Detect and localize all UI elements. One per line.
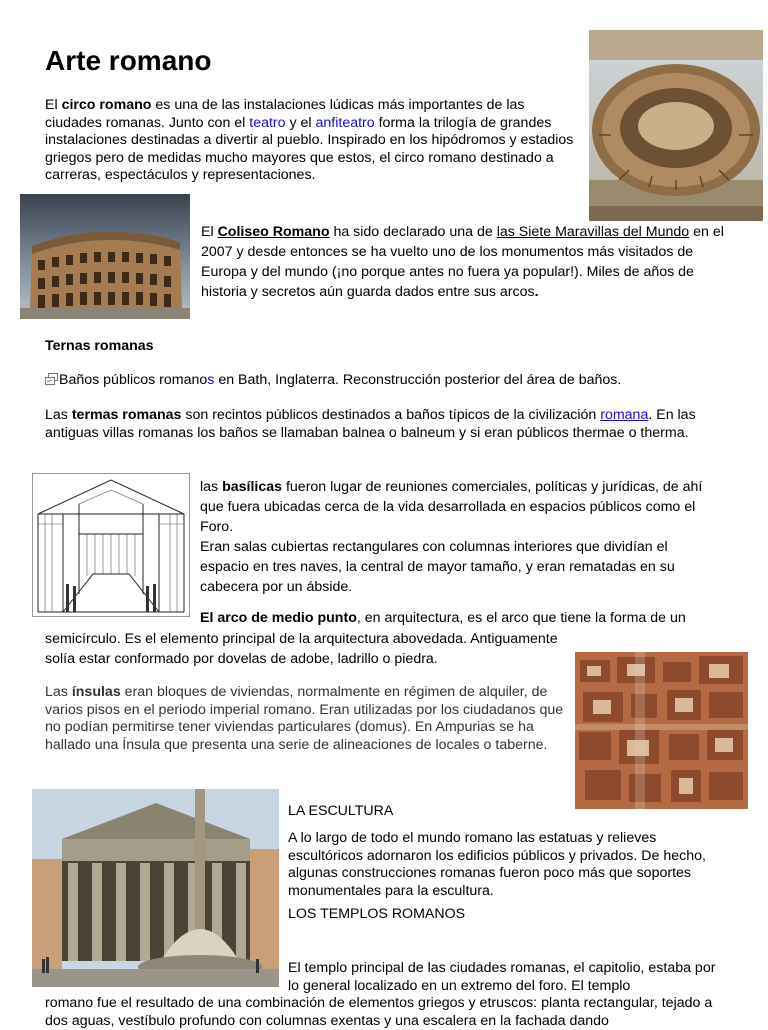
insulas-term: ínsulas (71, 684, 121, 700)
caption-text: Baños públicos romano (59, 372, 208, 388)
basilicas-paragraph (200, 477, 720, 597)
amphitheater-aerial-photo (589, 30, 763, 221)
coliseo-text: en el 2007 y desde entonces se ha vuelto uno de los monumentos más visitados de Europa y del mundo (¡no porque antes no fuera ya popular!). Miles de años de historia y secretos aún guarda dados entre sus arcos (201, 224, 724, 300)
termas-text: . En las antiguas villas romanas los baños se llamaban balnea o balneum y si eran públicos thermae o therma. (45, 407, 696, 441)
basilicas-line (200, 477, 720, 537)
termas-paragraph (45, 407, 725, 442)
anfiteatro-link[interactable]: anfiteatro (315, 114, 375, 131)
coliseo-period: . (534, 284, 539, 300)
circo-term: circo romano (61, 97, 152, 113)
arco-paragraph-line2: semicírculo. Es el elemento principal de la arquitectura abovedada. Antiguamente solía estar conformado por dovelas de adobe, ladrillo o piedra. (45, 631, 558, 667)
circo-text: y el (285, 114, 316, 131)
arco-paragraph-line1 (200, 608, 740, 628)
circo-paragraph (45, 97, 575, 185)
caption-text: en Bath, Inglaterra. Reconstrucción posterior del área de baños. (214, 372, 622, 388)
coliseo-term: Coliseo Romano (217, 224, 330, 240)
basilicas-text: las (200, 479, 223, 495)
insulas-text: Las (45, 684, 72, 700)
romana-link[interactable]: romana (600, 407, 649, 423)
pantheon-photo (32, 789, 279, 987)
coliseo-paragraph (201, 222, 731, 302)
basilicas-text-2: Eran salas cubiertas rectangulares con columnas interiores que dividían el espacio en tres naves, la central de mayor tamaño, y eran rematadas en su cabecera por un ábside. (200, 539, 675, 595)
termas-caption (45, 372, 725, 390)
colosseum-photo (20, 194, 190, 319)
caption-text: s (207, 372, 215, 388)
circo-text: es una de las instalaciones lúdicas más importantes de las ciudades romanas. Junto con el (45, 97, 525, 131)
insulas-paragraph (45, 684, 565, 754)
page-title: Arte romano (45, 45, 212, 76)
templos-heading: LOS TEMPLOS ROMANOS (288, 906, 466, 922)
basilicas-text: fueron lugar de reuniones comerciales, políticas y jurídicas, de ahí que fuera ubicadas cerca de la vida desarrollada en espacios públicos como el Foro. (200, 479, 703, 535)
escultura-paragraph: A lo largo de todo el mundo romano las estatuas y relieves escultóricos adornaron los edificios públicos y privados. De hecho, algunas construcciones romanas fueron poco más que soportes monumentales para la escultura. (288, 830, 706, 899)
templos-paragraph-1: El templo principal de las ciudades romanas, el capitolio, estaba por lo general localizado en un extremo del foro. El templo (288, 960, 716, 994)
coliseo-text: ha sido declarado una de (329, 224, 497, 240)
termas-text: son recintos públicos destinados a baños típicos de la civilización (181, 407, 601, 423)
basilicas-term: basílicas (222, 479, 283, 495)
termas-heading: Ternas romanas (45, 338, 154, 354)
broken-image-icon (45, 373, 58, 385)
basilica-drawing (32, 473, 190, 617)
escultura-heading: LA ESCULTURA (288, 803, 394, 819)
termas-text: Las (45, 407, 72, 423)
insula-aerial-photo (575, 652, 748, 809)
arco-term: El arco de medio punto (200, 610, 357, 626)
arco-text: , en arquitectura, es el arco que tiene la forma de un (356, 610, 686, 626)
circo-text: El (45, 97, 62, 113)
maravillas-link[interactable]: las Siete Maravillas del Mundo (496, 224, 690, 240)
templos-paragraph-2: romano fue el resultado de una combinación de elementos griegos y etruscos: planta rectangular, tejado a dos aguas, vestíbulo profundo con columnas exentas y una escalera en la fachada dando (45, 995, 713, 1029)
termas-term: termas romanas (71, 407, 182, 423)
circo-text: forma la trilogía de grandes instalaciones destinadas a divertir al pueblo. Inspirado en los hipódromos y estadios griegos pero de medidas mucho mayores que estos, el circo romano destinado a carreras, espectáculos y representaciones. (45, 114, 574, 184)
coliseo-text: El (201, 224, 218, 240)
teatro-link[interactable]: teatro (249, 114, 286, 131)
insulas-text: eran bloques de viviendas, normalmente en régimen de alquiler, de varios pisos en el periodo imperial romano. Eran utilizadas por los ciudadanos que no podían permitirse tener viviendas particulares (domus). En Ampurias se ha hallado una Ínsula que presenta una serie de alineaciones de locales o taberne. (45, 684, 564, 753)
